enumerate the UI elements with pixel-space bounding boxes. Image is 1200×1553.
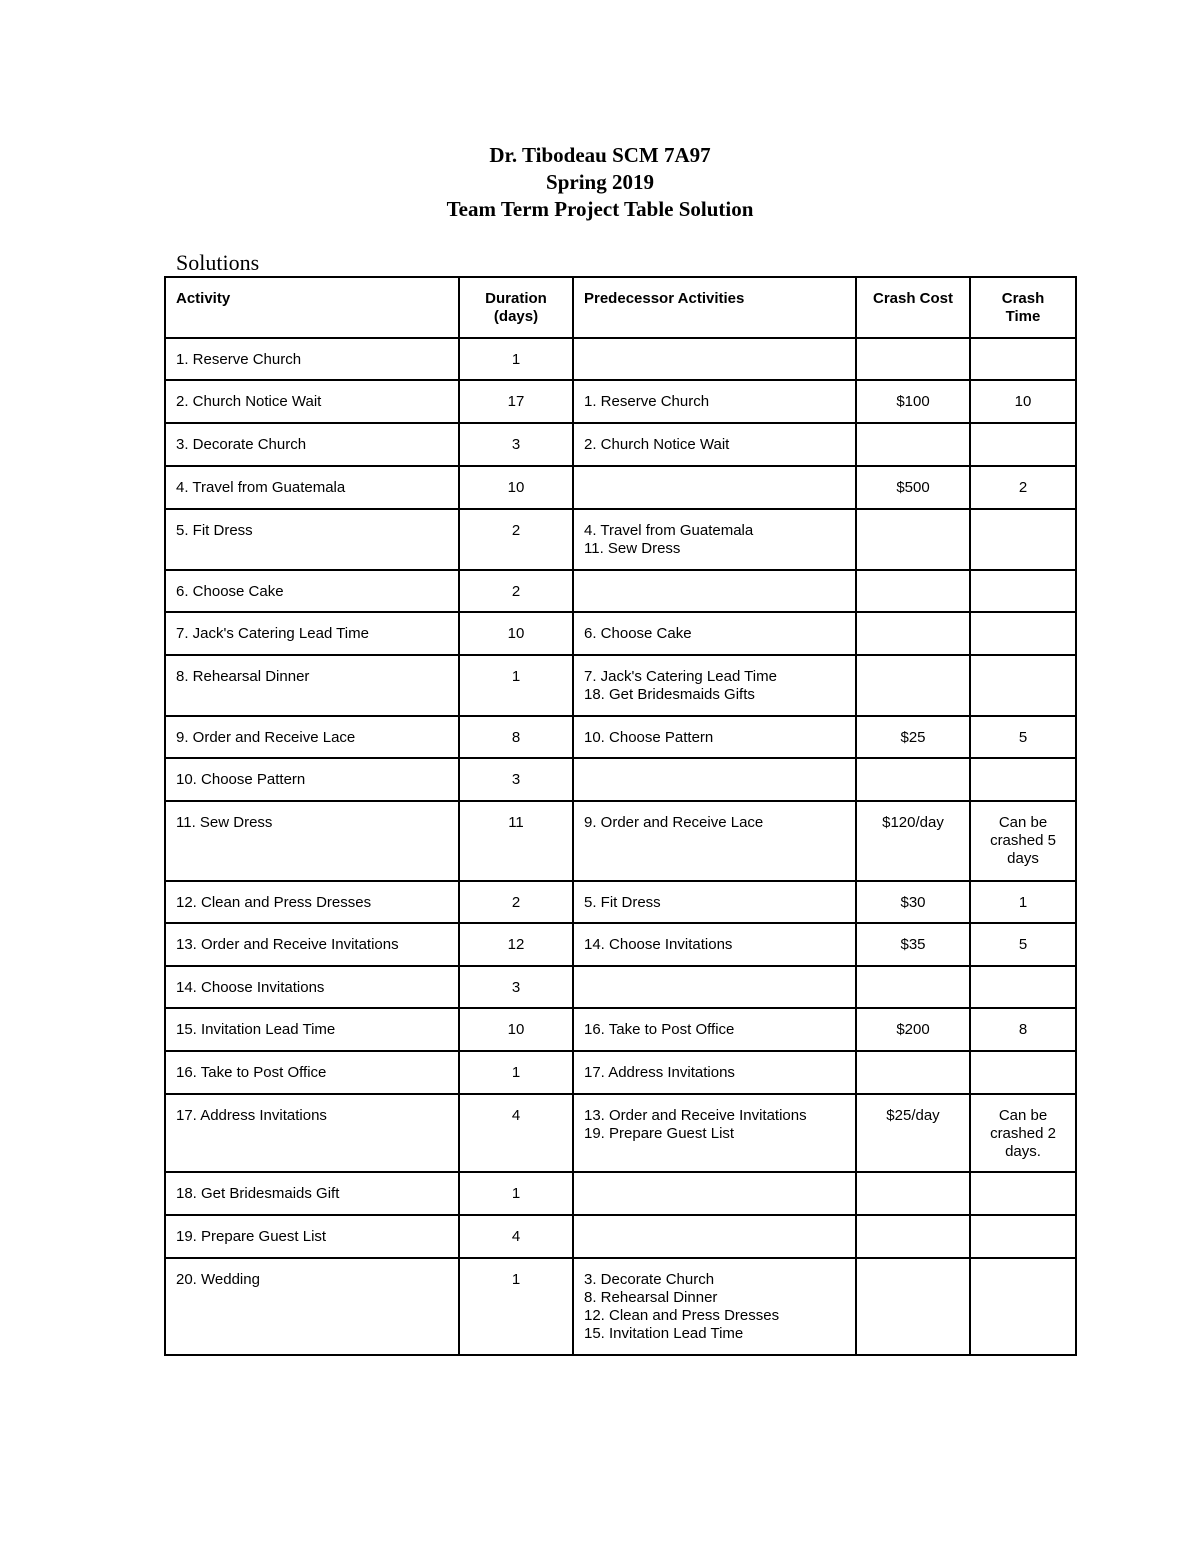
crash-time-cell xyxy=(970,509,1076,570)
predecessors-cell: 13. Order and Receive Invitations 19. Prepare Guest List xyxy=(573,1094,856,1172)
table-row xyxy=(165,1008,1076,1051)
crash-time-cell: Can be crashed 2 days. xyxy=(970,1094,1076,1172)
crash-cost-cell xyxy=(856,509,970,570)
crash-cost-cell xyxy=(856,966,970,1008)
crash-cost-cell xyxy=(856,1215,970,1258)
activity-cell: 4. Travel from Guatemala xyxy=(165,466,459,509)
crash-cost-cell: $30 xyxy=(856,881,970,923)
activity-cell: 5. Fit Dress xyxy=(165,509,459,570)
crash-cost-cell: $120/day xyxy=(856,801,970,881)
predecessors-cell xyxy=(573,966,856,1008)
predecessors-cell xyxy=(573,466,856,509)
activity-cell: 16. Take to Post Office xyxy=(165,1051,459,1094)
crash-time-cell xyxy=(970,1051,1076,1094)
duration-cell: 12 xyxy=(459,923,573,966)
solution-table xyxy=(164,276,1077,1356)
document-header xyxy=(0,142,1200,223)
table-row xyxy=(165,380,1076,423)
predecessors-cell xyxy=(573,570,856,612)
crash-time-cell xyxy=(970,570,1076,612)
table-row xyxy=(165,1051,1076,1094)
predecessors-cell xyxy=(573,758,856,801)
duration-cell: 3 xyxy=(459,966,573,1008)
duration-cell: 1 xyxy=(459,1258,573,1355)
activity-cell: 1. Reserve Church xyxy=(165,338,459,380)
column-header-predecessors: Predecessor Activities xyxy=(573,277,856,338)
crash-time-cell: 8 xyxy=(970,1008,1076,1051)
table-row xyxy=(165,509,1076,570)
table-row xyxy=(165,466,1076,509)
activity-cell: 2. Church Notice Wait xyxy=(165,380,459,423)
table-row xyxy=(165,758,1076,801)
predecessors-cell xyxy=(573,1215,856,1258)
column-header-crash-time: Crash Time xyxy=(970,277,1076,338)
crash-time-cell xyxy=(970,338,1076,380)
crash-cost-cell xyxy=(856,1172,970,1215)
crash-time-cell xyxy=(970,1258,1076,1355)
crash-cost-cell: $25/day xyxy=(856,1094,970,1172)
table-row xyxy=(165,423,1076,466)
table-row xyxy=(165,881,1076,923)
duration-cell: 3 xyxy=(459,758,573,801)
table-row xyxy=(165,655,1076,716)
activity-cell: 13. Order and Receive Invitations xyxy=(165,923,459,966)
crash-time-cell: 2 xyxy=(970,466,1076,509)
section-label: Solutions xyxy=(176,250,260,275)
predecessors-cell: 14. Choose Invitations xyxy=(573,923,856,966)
table-row xyxy=(165,801,1076,881)
header-title: Team Term Project Table Solution xyxy=(446,197,754,221)
duration-cell: 17 xyxy=(459,380,573,423)
activity-cell: 19. Prepare Guest List xyxy=(165,1215,459,1258)
table-row xyxy=(165,923,1076,966)
activity-cell: 3. Decorate Church xyxy=(165,423,459,466)
predecessors-cell: 16. Take to Post Office xyxy=(573,1008,856,1051)
crash-time-cell xyxy=(970,423,1076,466)
crash-time-cell: 5 xyxy=(970,923,1076,966)
activity-cell: 11. Sew Dress xyxy=(165,801,459,881)
table-header-row xyxy=(165,277,1076,338)
crash-time-cell xyxy=(970,612,1076,655)
predecessors-cell: 10. Choose Pattern xyxy=(573,716,856,758)
activity-cell: 17. Address Invitations xyxy=(165,1094,459,1172)
duration-cell: 2 xyxy=(459,570,573,612)
duration-cell: 2 xyxy=(459,881,573,923)
duration-cell: 10 xyxy=(459,612,573,655)
crash-cost-cell xyxy=(856,423,970,466)
predecessors-cell: 6. Choose Cake xyxy=(573,612,856,655)
crash-cost-cell xyxy=(856,338,970,380)
crash-cost-cell: $35 xyxy=(856,923,970,966)
activity-cell: 8. Rehearsal Dinner xyxy=(165,655,459,716)
crash-time-cell xyxy=(970,1172,1076,1215)
crash-cost-cell: $200 xyxy=(856,1008,970,1051)
crash-time-cell: 10 xyxy=(970,380,1076,423)
crash-time-cell xyxy=(970,1215,1076,1258)
activity-cell: 9. Order and Receive Lace xyxy=(165,716,459,758)
header-term: Spring 2019 xyxy=(546,170,654,194)
crash-time-cell xyxy=(970,758,1076,801)
crash-cost-cell: $100 xyxy=(856,380,970,423)
column-header-duration: Duration (days) xyxy=(459,277,573,338)
duration-cell: 1 xyxy=(459,338,573,380)
duration-cell: 1 xyxy=(459,1172,573,1215)
predecessors-cell: 9. Order and Receive Lace xyxy=(573,801,856,881)
activity-cell: 7. Jack's Catering Lead Time xyxy=(165,612,459,655)
column-header-crash-cost: Crash Cost xyxy=(856,277,970,338)
header-course: Dr. Tibodeau SCM 7A97 xyxy=(489,143,711,167)
table-row xyxy=(165,338,1076,380)
crash-cost-cell xyxy=(856,570,970,612)
column-header-activity: Activity xyxy=(165,277,459,338)
activity-cell: 18. Get Bridesmaids Gift xyxy=(165,1172,459,1215)
activity-cell: 20. Wedding xyxy=(165,1258,459,1355)
crash-cost-cell xyxy=(856,1258,970,1355)
crash-time-cell: 5 xyxy=(970,716,1076,758)
activity-cell: 6. Choose Cake xyxy=(165,570,459,612)
duration-cell: 11 xyxy=(459,801,573,881)
table-row xyxy=(165,1215,1076,1258)
crash-cost-cell xyxy=(856,612,970,655)
duration-cell: 4 xyxy=(459,1215,573,1258)
predecessors-cell: 4. Travel from Guatemala 11. Sew Dress xyxy=(573,509,856,570)
table-body xyxy=(165,338,1076,1355)
duration-cell: 1 xyxy=(459,1051,573,1094)
duration-cell: 3 xyxy=(459,423,573,466)
activity-cell: 14. Choose Invitations xyxy=(165,966,459,1008)
crash-cost-cell xyxy=(856,758,970,801)
predecessors-cell: 7. Jack's Catering Lead Time 18. Get Bridesmaids Gifts xyxy=(573,655,856,716)
predecessors-cell: 2. Church Notice Wait xyxy=(573,423,856,466)
table-row xyxy=(165,1094,1076,1172)
duration-cell: 4 xyxy=(459,1094,573,1172)
predecessors-cell: 3. Decorate Church 8. Rehearsal Dinner 12. Clean and Press Dresses 15. Invitation Lead Time xyxy=(573,1258,856,1355)
predecessors-cell xyxy=(573,338,856,380)
table-row xyxy=(165,1258,1076,1355)
predecessors-cell xyxy=(573,1172,856,1215)
activity-cell: 10. Choose Pattern xyxy=(165,758,459,801)
crash-cost-cell xyxy=(856,1051,970,1094)
duration-cell: 8 xyxy=(459,716,573,758)
predecessors-cell: 5. Fit Dress xyxy=(573,881,856,923)
activity-cell: 15. Invitation Lead Time xyxy=(165,1008,459,1051)
crash-time-cell xyxy=(970,655,1076,716)
crash-time-cell xyxy=(970,966,1076,1008)
predecessors-cell: 1. Reserve Church xyxy=(573,380,856,423)
predecessors-cell: 17. Address Invitations xyxy=(573,1051,856,1094)
crash-cost-cell xyxy=(856,655,970,716)
table-row xyxy=(165,1172,1076,1215)
table-row xyxy=(165,716,1076,758)
table-row xyxy=(165,966,1076,1008)
crash-cost-cell: $25 xyxy=(856,716,970,758)
duration-cell: 1 xyxy=(459,655,573,716)
duration-cell: 10 xyxy=(459,1008,573,1051)
crash-time-cell: 1 xyxy=(970,881,1076,923)
duration-cell: 2 xyxy=(459,509,573,570)
duration-cell: 10 xyxy=(459,466,573,509)
crash-cost-cell: $500 xyxy=(856,466,970,509)
activity-cell: 12. Clean and Press Dresses xyxy=(165,881,459,923)
crash-time-cell: Can be crashed 5 days xyxy=(970,801,1076,881)
table-row xyxy=(165,612,1076,655)
table-row xyxy=(165,570,1076,612)
